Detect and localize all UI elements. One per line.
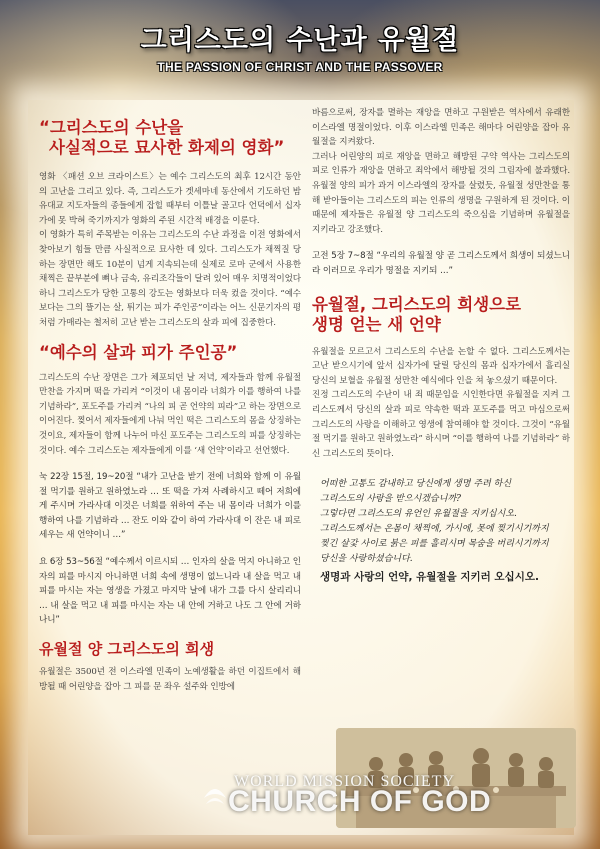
paragraph-seal: 유월절을 모르고서 그리스도의 수난을 논할 수 없다. 그리스도께서는 고난 받으시기에 앞서 십자가에 달릴 당신의 몸과 십자가에서 흘리실 당신의 보혈을 유월절 성만찬 예식에다 인을 쳐 놓으셨기 때문이다. [312,346,570,386]
page-header [0,18,600,74]
quote-luke-22: 눅 22장 15절, 19~20절 “내가 고난을 받기 전에 너희와 함께 이 유월절 먹기를 원하고 원하였노라 … 또 떡을 가져 사례하시고 떼어 저희에게 주시며 가라사대 이것은 너희를 위하여 주는 내 몸이라 너희가 이를 행하여 나를 기념하라 … 잔도 이와 같이 하여 가라사대 이 잔은 내 피로 세우는 새 언약이니 …” [39,472,301,541]
church-emblem-icon [200,778,230,818]
paragraph-passover-history: 바름으로써, 장자를 멸하는 재앙을 면하고 구원받은 역사에서 유래한 이스라엘 명절이었다. 이후 이스라엘 민족은 해마다 어린양을 잡아 유월절을 지켜왔다. [312,108,570,148]
content-panel [28,100,574,835]
logo-line-2: CHURCH OF GOD [228,785,492,818]
heading-new-covenant: 유월절, 그리스도의 희생으로 생명 얻는 새 언약 [312,294,522,334]
paragraph-passover-supper: 그리스도의 수난 장면은 그가 체포되던 날 저녁, 제자들과 함께 유월절 만찬을 가지며 떡을 가리켜 “이것이 내 몸이라 너희가 이를 행하여 나를 기념하라”, 포도주를 가리켜 “나의 피 곧 언약의 피라”고 하는 장면으로 이어진다. 찢어서 제자들에게 나눠 먹인 떡은 그리스도의 몸을 상징하는 것이요, 제자들이 함께 나누어 마신 포도주는 그리스도의 피를 상징하는 것이다. 예수 그리스도는 제자들에게 이를 ‘새 언약’이라고 선언했다. [39,372,301,456]
heading-passover-lamb: 유월절 양 그리스도의 희생 [39,640,215,659]
invitation-line: 그렇다면 그리스도의 유언인 유월절을 지키십시오. [320,509,517,520]
paragraph-shadow: 그러나 어린양의 피로 재앙을 면하고 해방된 구약 역사는 그리스도의 피로 인류가 재앙을 면하고 죄악에서 해방될 것의 그림자에 불과했다. 유월절 양의 피가 과거 이스라엘의 장자를 살렸듯, 유월절 성만찬을 통해 받아들이는 그리스도의 피는 인류의 생명을 구원하게 된 것이다. 이 때문에 제자들은 유월절 양 그리스도의 죽으심을 기념하며 유월절을 지키라고 강조했다. [312,151,570,235]
invitation-line: 그리스도의 사랑을 받으시겠습니까? [320,494,461,505]
paragraph-keep-passover: 진정 그리스도의 수난이 내 죄 때문임을 시인한다면 유월절을 지켜 그리스도께서 당신의 살과 피로 약속한 떡과 포도주를 먹고 마심으로써 그리스도의 사랑을 이해하고 영생에 참여해야 할 것이다. 그것이 “유월절 먹기를 원하고 원하였노라” 하시며 “이를 행하여 나를 기념하라” 하신 그리스도의 뜻이다. [312,390,571,459]
quote-1cor-5: 고전 5장 7~8절 “우리의 유월절 양 곧 그리스도께서 희생이 되셨느니라 이러므로 우리가 명절을 지키되 …” [312,251,570,276]
invitation-box [312,477,570,584]
left-column [39,100,301,694]
invitation-line: 어떠한 고통도 감내하고 당신에게 생명 주려 하신 [320,479,512,490]
quote-john-6: 요 6장 53~56절 “예수께서 이르시되 … 인자의 살을 먹지 아니하고 인자의 피를 마시지 아니하면 너희 속에 생명이 없느니라 내 살을 먹고 내 피를 마시는 자는 영생을 가졌고 마지막 날에 내가 그를 다시 살리리니 … 내 살을 먹고 내 피를 마시는 자는 내 안에 거하고 나도 그 안에 거하나니” [39,557,301,626]
invitation-line: 당신을 사랑하셨습니다. [320,554,413,565]
logo-line-1: WORLD MISSION SOCIETY [234,773,455,790]
heading-film: “그리스도의 수난을 사실적으로 묘사한 화제의 영화” [39,118,285,157]
title-english: THE PASSION OF CHRIST AND THE PASSOVER [157,60,443,74]
closing-invitation: 생명과 사랑의 언약, 유월절을 지키러 오십시오. [320,571,539,584]
heading-flesh-blood: “예수의 살과 피가 주인공” [39,342,238,362]
paragraph-film-intro: 영화 〈패션 오브 크라이스트〉는 예수 그리스도의 최후 12시간 동안의 고난을 그리고 있다. 즉, 그리스도가 겟세마네 동산에서 기도하던 밤 유대교 지도자들의 종들에게 잡힐 때부터 이틀날 골고다 언덕에서 십자가에 못 박혀 죽기까지가 영화의 주된 시간적 배경을 이룬다. [39,172,301,226]
paragraph-passover-origin: 유월절은 3500년 전 이스라엘 민족이 노예생활을 하던 이집트에서 해방될 때 어린양을 잡아 그 피를 문 좌우 설주와 인방에 [39,667,301,692]
church-logo [0,770,600,840]
title-korean: 그리스도의 수난과 유월절 [140,25,460,56]
paragraph-film-realism: 이 영화가 특히 주목받는 이유는 그리스도의 수난 과정을 이전 영화에서 찾아보기 힘들 만큼 사실적으로 묘사한 데 있다. 그리스도가 채찍질 당하는 장면만 해도 10분이 넘게 지속되는데 실제로 로마 군에서 사용한 채찍은 끝부분에 뼈나 금속, 유리조각들이 달려 있어 매우 치명적이었다 하니 그리스도가 당한 고통의 강도는 영화보다 더욱 컸을 것이다. “예수보다는 그의 뜰기는 살, 튀기는 피가 주인공”이라는 어느 신문기자의 평처럼 가매라는 철저히 고난 받는 그리스도의 살과 피에 집중한다. [39,230,301,328]
invitation-line: 찢긴 살갗 사이로 붉은 피를 흘리시며 목숨을 버리시기까지 [320,539,549,550]
invitation-line: 그리스도께서는 온몸이 채찍에, 가시에, 못에 찢기시기까지 [320,524,549,535]
right-column [312,100,570,584]
